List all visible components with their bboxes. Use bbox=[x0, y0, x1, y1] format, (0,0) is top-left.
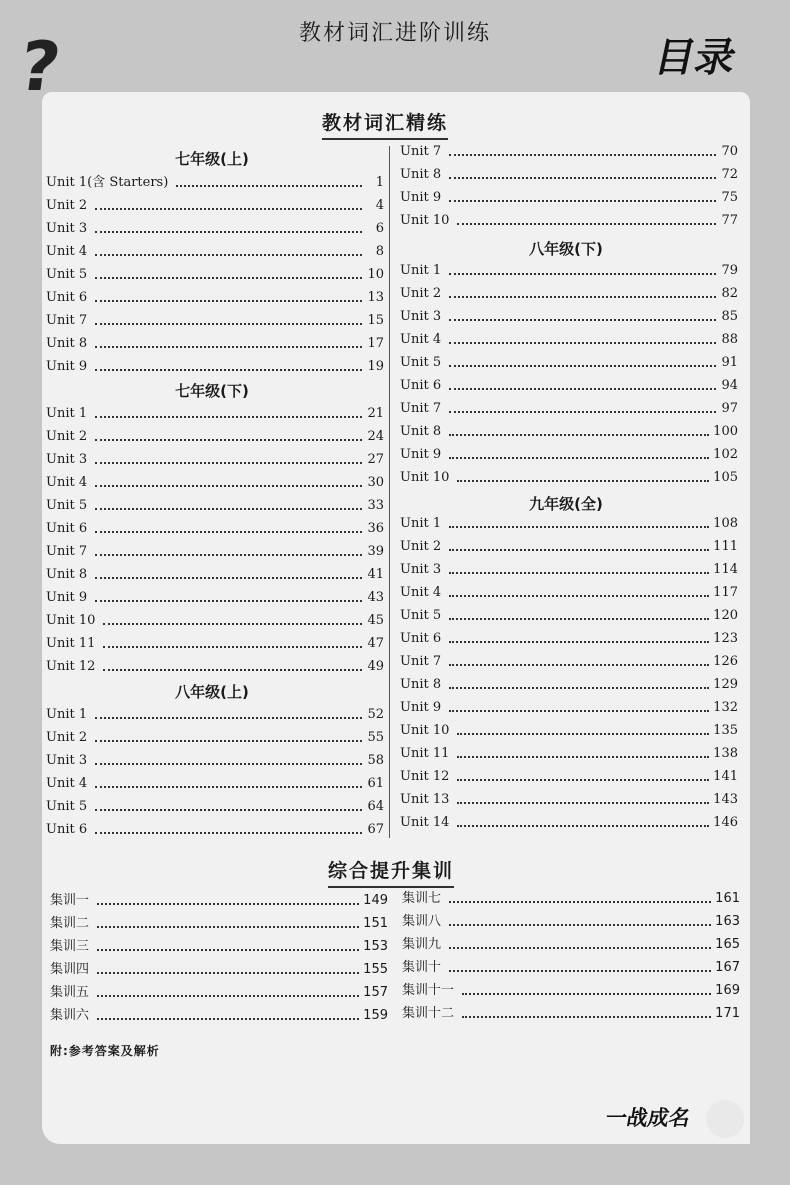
toc-entry-page: 159 bbox=[363, 1008, 388, 1023]
toc-entry bbox=[400, 417, 738, 440]
toc-entry bbox=[400, 601, 738, 624]
toc-leader-dots bbox=[462, 993, 711, 995]
toc-entry bbox=[46, 700, 384, 723]
toc-leader-dots bbox=[103, 669, 362, 671]
toc-entry-page: 72 bbox=[721, 167, 738, 182]
toc-entry bbox=[46, 769, 384, 792]
toc-leader-dots bbox=[449, 664, 709, 666]
toc-entry-label: Unit 12 bbox=[400, 769, 450, 784]
toc-leader-dots bbox=[95, 577, 362, 579]
toc-entry-page: 10 bbox=[367, 267, 384, 282]
toc-entry-page: 155 bbox=[363, 962, 388, 977]
toc-leader-dots bbox=[95, 740, 362, 742]
grade-heading-8a: 八年级(上) bbox=[175, 683, 249, 701]
footer-circle-decoration bbox=[706, 1100, 744, 1138]
toc-entry-label: 集训三 bbox=[50, 939, 90, 954]
toc-entry-label: Unit 5 bbox=[46, 498, 88, 513]
toc-entry-page: 88 bbox=[721, 332, 738, 347]
toc-list-grade9 bbox=[400, 509, 738, 831]
toc-entry-page: 52 bbox=[367, 707, 384, 722]
toc-entry-page: 143 bbox=[713, 792, 738, 807]
toc-entry-label: Unit 5 bbox=[46, 267, 88, 282]
toc-entry bbox=[402, 999, 740, 1022]
toc-entry-label: Unit 4 bbox=[400, 585, 442, 600]
grade-heading-8b: 八年级(下) bbox=[529, 240, 603, 258]
toc-leader-dots bbox=[449, 411, 716, 413]
toc-entry-page: 120 bbox=[713, 608, 738, 623]
toc-leader-dots bbox=[457, 733, 709, 735]
toc-entry bbox=[400, 137, 738, 160]
toc-leader-dots bbox=[449, 526, 709, 528]
toc-entry-label: Unit 14 bbox=[400, 815, 450, 830]
toc-list-grade8a-continued bbox=[400, 137, 738, 229]
toc-entry-page: 153 bbox=[363, 939, 388, 954]
toc-entry-page: 79 bbox=[721, 263, 738, 278]
toc-entry-page: 151 bbox=[363, 916, 388, 931]
toc-entry-label: Unit 10 bbox=[400, 470, 450, 485]
toc-leader-dots bbox=[449, 641, 709, 643]
toc-entry-label: Unit 4 bbox=[46, 475, 88, 490]
contents-label: 目录 bbox=[650, 35, 741, 81]
toc-entry-label: Unit 6 bbox=[46, 521, 88, 536]
toc-entry-label: 集训九 bbox=[402, 937, 442, 952]
toc-leader-dots bbox=[176, 185, 362, 187]
toc-entry-label: Unit 5 bbox=[400, 608, 442, 623]
toc-leader-dots bbox=[95, 254, 362, 256]
toc-leader-dots bbox=[95, 462, 362, 464]
toc-leader-dots bbox=[95, 485, 362, 487]
toc-entry bbox=[46, 214, 384, 237]
toc-entry-label: Unit 5 bbox=[46, 799, 88, 814]
toc-leader-dots bbox=[449, 687, 709, 689]
toc-entry-page: 146 bbox=[713, 815, 738, 830]
toc-entry bbox=[402, 976, 740, 999]
toc-leader-dots bbox=[449, 154, 716, 156]
toc-entry-label: 集训六 bbox=[50, 1008, 90, 1023]
toc-entry-page: 13 bbox=[367, 290, 384, 305]
toc-entry-page: 39 bbox=[367, 544, 384, 559]
toc-entry bbox=[50, 932, 388, 955]
column-divider bbox=[389, 146, 390, 838]
toc-entry-page: 94 bbox=[721, 378, 738, 393]
toc-entry-label: Unit 7 bbox=[46, 313, 88, 328]
toc-entry-page: 36 bbox=[367, 521, 384, 536]
toc-list-training-right bbox=[402, 884, 740, 1022]
appendix-note: 附:参考答案及解析 bbox=[50, 1044, 160, 1058]
toc-entry bbox=[46, 746, 384, 769]
toc-entry bbox=[400, 624, 738, 647]
toc-leader-dots bbox=[97, 1018, 359, 1020]
toc-entry bbox=[50, 955, 388, 978]
toc-entry bbox=[400, 183, 738, 206]
toc-entry-label: Unit 9 bbox=[46, 359, 88, 374]
grade-heading-7a: 七年级(上) bbox=[175, 150, 249, 168]
toc-entry-page: 138 bbox=[713, 746, 738, 761]
toc-entry-page: 157 bbox=[363, 985, 388, 1000]
toc-entry-page: 49 bbox=[367, 659, 384, 674]
toc-entry-label: Unit 3 bbox=[46, 753, 88, 768]
toc-entry-page: 117 bbox=[713, 585, 738, 600]
toc-leader-dots bbox=[449, 319, 716, 321]
toc-leader-dots bbox=[95, 208, 362, 210]
toc-entry-label: Unit 8 bbox=[46, 336, 88, 351]
toc-entry bbox=[50, 909, 388, 932]
toc-entry-page: 30 bbox=[367, 475, 384, 490]
toc-entry bbox=[46, 491, 384, 514]
toc-entry-page: 47 bbox=[367, 636, 384, 651]
toc-entry-label: Unit 9 bbox=[400, 190, 442, 205]
toc-entry bbox=[402, 907, 740, 930]
toc-entry bbox=[46, 537, 384, 560]
toc-entry bbox=[400, 440, 738, 463]
toc-leader-dots bbox=[95, 346, 362, 348]
toc-entry bbox=[46, 306, 384, 329]
toc-entry-label: Unit 3 bbox=[46, 452, 88, 467]
toc-entry-page: 123 bbox=[713, 631, 738, 646]
toc-leader-dots bbox=[97, 926, 359, 928]
toc-entry bbox=[46, 606, 384, 629]
toc-entry bbox=[46, 445, 384, 468]
toc-entry bbox=[46, 514, 384, 537]
toc-entry-page: 15 bbox=[367, 313, 384, 328]
toc-entry-page: 126 bbox=[713, 654, 738, 669]
toc-leader-dots bbox=[449, 595, 709, 597]
toc-entry bbox=[46, 191, 384, 214]
grade-heading-7b: 七年级(下) bbox=[175, 382, 249, 400]
toc-entry-label: 集训四 bbox=[50, 962, 90, 977]
toc-entry-label: Unit 8 bbox=[400, 677, 442, 692]
toc-entry-label: 集训十二 bbox=[402, 1006, 455, 1021]
toc-entry bbox=[400, 739, 738, 762]
toc-entry-page: 85 bbox=[721, 309, 738, 324]
toc-leader-dots bbox=[457, 802, 709, 804]
toc-leader-dots bbox=[449, 924, 711, 926]
toc-entry-page: 24 bbox=[367, 429, 384, 444]
toc-leader-dots bbox=[449, 572, 709, 574]
toc-entry bbox=[400, 578, 738, 601]
toc-leader-dots bbox=[457, 825, 709, 827]
toc-leader-dots bbox=[449, 342, 716, 344]
toc-entry bbox=[400, 693, 738, 716]
toc-entry bbox=[46, 352, 384, 375]
toc-entry-label: 集训一 bbox=[50, 893, 90, 908]
toc-entry bbox=[46, 168, 384, 191]
toc-entry-label: Unit 2 bbox=[400, 286, 442, 301]
toc-leader-dots bbox=[449, 618, 709, 620]
toc-entry bbox=[46, 815, 384, 838]
toc-entry-page: 61 bbox=[367, 776, 384, 791]
toc-leader-dots bbox=[449, 273, 716, 275]
toc-entry-label: Unit 10 bbox=[46, 613, 96, 628]
toc-entry bbox=[400, 348, 738, 371]
toc-entry-label: Unit 13 bbox=[400, 792, 450, 807]
toc-entry-label: Unit 9 bbox=[400, 700, 442, 715]
toc-leader-dots bbox=[449, 200, 716, 202]
toc-leader-dots bbox=[103, 623, 362, 625]
toc-entry-label: Unit 1 bbox=[400, 516, 442, 531]
toc-entry bbox=[400, 325, 738, 348]
toc-entry-page: 4 bbox=[375, 198, 384, 213]
toc-leader-dots bbox=[449, 947, 711, 949]
toc-entry-label: Unit 9 bbox=[46, 590, 88, 605]
toc-leader-dots bbox=[95, 531, 362, 533]
toc-leader-dots bbox=[449, 549, 709, 551]
toc-leader-dots bbox=[95, 277, 362, 279]
toc-leader-dots bbox=[95, 809, 362, 811]
toc-entry-page: 91 bbox=[721, 355, 738, 370]
toc-leader-dots bbox=[97, 995, 359, 997]
toc-entry-label: Unit 8 bbox=[46, 567, 88, 582]
section-title-vocabulary: 教材词汇精练 bbox=[322, 108, 448, 140]
toc-entry-label: Unit 4 bbox=[46, 244, 88, 259]
toc-entry-label: Unit 4 bbox=[46, 776, 88, 791]
toc-entry-label: Unit 3 bbox=[400, 562, 442, 577]
toc-entry bbox=[400, 509, 738, 532]
toc-entry-label: 集训五 bbox=[50, 985, 90, 1000]
toc-entry-label: 集训十一 bbox=[402, 983, 455, 998]
footer-brand-label: 一战成名 bbox=[603, 1106, 692, 1130]
toc-entry-label: Unit 1 bbox=[46, 406, 88, 421]
toc-entry-label: Unit 8 bbox=[400, 424, 442, 439]
toc-leader-dots bbox=[103, 646, 362, 648]
toc-leader-dots bbox=[449, 365, 716, 367]
toc-leader-dots bbox=[95, 231, 362, 233]
toc-entry-page: 64 bbox=[367, 799, 384, 814]
toc-entry bbox=[400, 371, 738, 394]
toc-entry bbox=[400, 532, 738, 555]
toc-entry-page: 108 bbox=[713, 516, 738, 531]
toc-entry bbox=[46, 399, 384, 422]
toc-leader-dots bbox=[95, 300, 362, 302]
toc-leader-dots bbox=[95, 554, 362, 556]
toc-entry-page: 114 bbox=[713, 562, 738, 577]
toc-entry-label: Unit 6 bbox=[46, 290, 88, 305]
toc-leader-dots bbox=[449, 434, 709, 436]
toc-entry-page: 135 bbox=[713, 723, 738, 738]
toc-entry-label: Unit 12 bbox=[46, 659, 96, 674]
toc-entry-page: 67 bbox=[367, 822, 384, 837]
toc-entry-label: Unit 11 bbox=[400, 746, 450, 761]
toc-leader-dots bbox=[457, 779, 709, 781]
toc-entry-label: Unit 3 bbox=[400, 309, 442, 324]
toc-entry-page: 163 bbox=[715, 914, 740, 929]
toc-entry-page: 1 bbox=[375, 175, 384, 190]
toc-entry-page: 70 bbox=[721, 144, 738, 159]
toc-entry-label: Unit 7 bbox=[400, 144, 442, 159]
toc-entry-label: 集训二 bbox=[50, 916, 90, 931]
toc-entry-page: 132 bbox=[713, 700, 738, 715]
toc-entry bbox=[46, 583, 384, 606]
toc-entry bbox=[400, 808, 738, 831]
toc-leader-dots bbox=[449, 388, 716, 390]
toc-leader-dots bbox=[457, 756, 709, 758]
toc-entry-label: Unit 10 bbox=[400, 213, 450, 228]
toc-entry bbox=[402, 884, 740, 907]
toc-leader-dots bbox=[97, 949, 359, 951]
toc-entry bbox=[400, 463, 738, 486]
toc-entry-page: 129 bbox=[713, 677, 738, 692]
toc-entry-page: 6 bbox=[375, 221, 384, 236]
toc-entry bbox=[400, 670, 738, 693]
toc-leader-dots bbox=[95, 717, 362, 719]
toc-leader-dots bbox=[95, 369, 362, 371]
toc-leader-dots bbox=[449, 710, 709, 712]
toc-entry-page: 55 bbox=[367, 730, 384, 745]
toc-entry-page: 33 bbox=[367, 498, 384, 513]
toc-leader-dots bbox=[97, 903, 359, 905]
toc-entry-label: Unit 2 bbox=[46, 730, 88, 745]
toc-entry-page: 141 bbox=[713, 769, 738, 784]
toc-entry bbox=[400, 555, 738, 578]
toc-list-grade7a bbox=[46, 168, 384, 375]
toc-entry bbox=[46, 422, 384, 445]
toc-leader-dots bbox=[95, 786, 362, 788]
toc-entry-page: 21 bbox=[367, 406, 384, 421]
toc-entry-page: 27 bbox=[367, 452, 384, 467]
toc-entry-label: Unit 8 bbox=[400, 167, 442, 182]
toc-leader-dots bbox=[97, 972, 359, 974]
toc-entry-label: 集训七 bbox=[402, 891, 442, 906]
toc-entry-label: Unit 7 bbox=[400, 401, 442, 416]
toc-entry-label: Unit 2 bbox=[400, 539, 442, 554]
toc-entry bbox=[402, 953, 740, 976]
toc-entry bbox=[50, 886, 388, 909]
toc-entry-page: 149 bbox=[363, 893, 388, 908]
toc-entry bbox=[50, 978, 388, 1001]
toc-entry-page: 169 bbox=[715, 983, 740, 998]
section-title-training: 综合提升集训 bbox=[328, 856, 454, 888]
toc-entry bbox=[400, 279, 738, 302]
toc-entry bbox=[46, 329, 384, 352]
toc-entry-page: 43 bbox=[367, 590, 384, 605]
toc-entry-label: Unit 4 bbox=[400, 332, 442, 347]
toc-entry bbox=[400, 302, 738, 325]
toc-leader-dots bbox=[449, 901, 711, 903]
toc-leader-dots bbox=[95, 439, 362, 441]
toc-leader-dots bbox=[462, 1016, 711, 1018]
toc-leader-dots bbox=[457, 480, 709, 482]
toc-entry-label: Unit 7 bbox=[400, 654, 442, 669]
toc-entry-label: Unit 1 bbox=[46, 707, 88, 722]
toc-entry bbox=[46, 652, 384, 675]
toc-entry-label: Unit 2 bbox=[46, 429, 88, 444]
toc-leader-dots bbox=[95, 763, 362, 765]
toc-entry-page: 105 bbox=[713, 470, 738, 485]
toc-entry bbox=[50, 1001, 388, 1024]
toc-entry bbox=[46, 283, 384, 306]
toc-entry bbox=[400, 160, 738, 183]
toc-entry-page: 41 bbox=[367, 567, 384, 582]
toc-entry-label: Unit 3 bbox=[46, 221, 88, 236]
toc-entry-page: 45 bbox=[367, 613, 384, 628]
toc-entry-page: 165 bbox=[715, 937, 740, 952]
toc-entry-label: Unit 2 bbox=[46, 198, 88, 213]
toc-entry-label: Unit 6 bbox=[400, 631, 442, 646]
toc-list-training-left bbox=[50, 886, 388, 1024]
toc-entry-label: Unit 1(含 Starters) bbox=[46, 175, 169, 190]
toc-entry-page: 77 bbox=[721, 213, 738, 228]
toc-list-grade8a bbox=[46, 700, 384, 838]
toc-entry bbox=[400, 206, 738, 229]
toc-entry bbox=[400, 762, 738, 785]
toc-list-grade7b bbox=[46, 399, 384, 675]
toc-entry-label: Unit 6 bbox=[400, 378, 442, 393]
toc-leader-dots bbox=[95, 600, 362, 602]
toc-leader-dots bbox=[449, 296, 716, 298]
grade-heading-9: 九年级(全) bbox=[529, 495, 603, 513]
toc-leader-dots bbox=[449, 457, 709, 459]
toc-entry-label: Unit 5 bbox=[400, 355, 442, 370]
toc-entry bbox=[46, 560, 384, 583]
toc-entry bbox=[400, 785, 738, 808]
toc-entry bbox=[400, 394, 738, 417]
toc-leader-dots bbox=[95, 832, 362, 834]
toc-entry-page: 111 bbox=[713, 539, 738, 554]
toc-entry bbox=[400, 256, 738, 279]
toc-leader-dots bbox=[449, 177, 716, 179]
toc-entry bbox=[46, 260, 384, 283]
toc-entry-page: 8 bbox=[375, 244, 384, 259]
toc-leader-dots bbox=[457, 223, 716, 225]
toc-entry-label: Unit 7 bbox=[46, 544, 88, 559]
toc-entry-label: Unit 9 bbox=[400, 447, 442, 462]
toc-leader-dots bbox=[449, 970, 711, 972]
toc-entry-label: Unit 6 bbox=[46, 822, 88, 837]
toc-list-grade8b bbox=[400, 256, 738, 486]
toc-entry-label: Unit 10 bbox=[400, 723, 450, 738]
toc-entry bbox=[400, 647, 738, 670]
toc-entry-label: 集训十 bbox=[402, 960, 442, 975]
toc-leader-dots bbox=[95, 508, 362, 510]
toc-entry bbox=[46, 629, 384, 652]
toc-entry bbox=[400, 716, 738, 739]
toc-leader-dots bbox=[95, 323, 362, 325]
toc-entry-page: 171 bbox=[715, 1006, 740, 1021]
toc-entry bbox=[46, 237, 384, 260]
toc-entry-page: 167 bbox=[715, 960, 740, 975]
toc-entry bbox=[46, 792, 384, 815]
toc-entry-page: 58 bbox=[367, 753, 384, 768]
toc-entry-page: 82 bbox=[721, 286, 738, 301]
toc-entry-page: 161 bbox=[715, 891, 740, 906]
toc-entry-page: 19 bbox=[367, 359, 384, 374]
toc-entry-page: 17 bbox=[367, 336, 384, 351]
toc-entry-page: 100 bbox=[713, 424, 738, 439]
toc-entry bbox=[46, 723, 384, 746]
toc-entry-page: 97 bbox=[721, 401, 738, 416]
toc-entry-label: 集训八 bbox=[402, 914, 442, 929]
toc-leader-dots bbox=[95, 416, 362, 418]
toc-entry-label: Unit 1 bbox=[400, 263, 442, 278]
toc-entry-label: Unit 11 bbox=[46, 636, 96, 651]
toc-entry-page: 75 bbox=[721, 190, 738, 205]
toc-entry-page: 102 bbox=[713, 447, 738, 462]
toc-entry bbox=[46, 468, 384, 491]
question-mark-icon: ? bbox=[14, 28, 66, 107]
page-header-title: 教材词汇进阶训练 bbox=[298, 21, 491, 46]
toc-entry bbox=[402, 930, 740, 953]
